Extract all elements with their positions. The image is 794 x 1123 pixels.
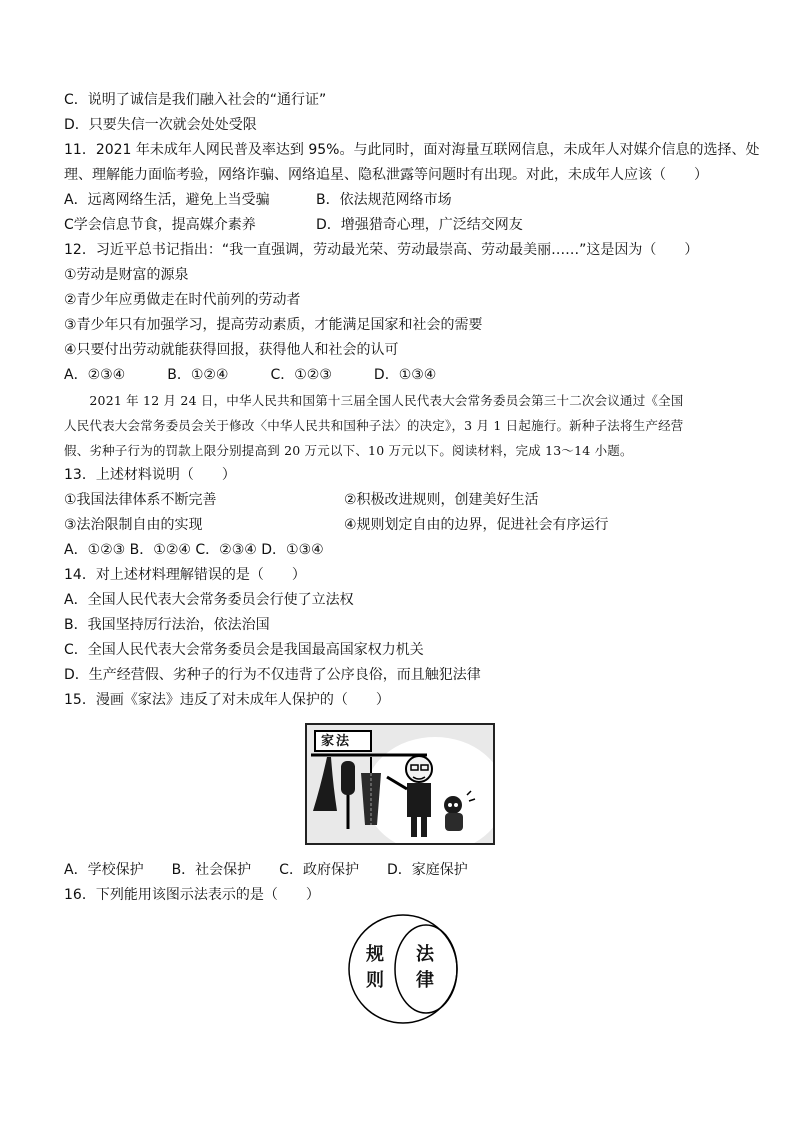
q11-option-b: B．依法规范网络市场 <box>316 192 452 208</box>
q13-stem: 13．上述材料说明（ ） <box>64 467 236 483</box>
q14-stem: 14．对上述材料理解错误的是（ ） <box>64 567 306 583</box>
q13-item-3: ③法治限制自由的实现 <box>64 517 203 533</box>
rules-law-diagram <box>340 912 466 1026</box>
q13-item-4: ④规则划定自由的边界，促进社会有序运行 <box>344 517 609 533</box>
material-line1: 2021 年 12 月 24 日，中华人民共和国第十三届全国人民代表大会常务委员会第三十二次会议通过《全国 <box>64 393 684 408</box>
q12-options: A．②③④ B．①②④ C．①②③ D．①③④ <box>64 367 437 383</box>
q11-stem-line1: 11．2021 年未成年人网民普及率达到 95%。与此同时，面对海量互联网信息，未成年人对媒介信息的选择、处 <box>64 142 760 158</box>
inner-label: 法律 <box>416 944 434 991</box>
q14-option-d: D．生产经营假、劣种子的行为不仅违背了公序良俗，而且触犯法律 <box>64 667 481 683</box>
q16-stem: 16．下列能用该图示法表示的是（ ） <box>64 887 320 903</box>
q13-options: A．①②③ B．①②④ C．②③④ D．①③④ <box>64 542 324 558</box>
q10-option-d: D．只要失信一次就会处处受限 <box>64 117 257 133</box>
outer-label: 规则 <box>366 944 384 991</box>
q12-item-1: ①劳动是财富的源泉 <box>64 267 189 283</box>
cartoon-sign-text: 家法 <box>321 734 352 749</box>
nested-circles-diagram <box>340 912 466 1026</box>
q12-item-3: ③青少年只有加强学习，提高劳动素质，才能满足国家和社会的需要 <box>64 317 483 333</box>
q14-option-b: B．我国坚持厉行法治，依法治国 <box>64 617 270 633</box>
material-line2: 人民代表大会常务委员会关于修改〈中华人民共和国种子法〉的决定》，3 月 1 日起施行。新种子法将生产经营 <box>64 418 684 433</box>
q11-option-d: D．增强猎奇心理，广泛结交网友 <box>316 217 523 233</box>
q15-options: A．学校保护 B．社会保护 C．政府保护 D．家庭保护 <box>64 862 468 878</box>
q10-option-c: C．说明了诚信是我们融入社会的“通行证” <box>64 92 327 108</box>
material-line3: 假、劣种子行为的罚款上限分别提高到 20 万元以下、10 万元以下。阅读材料，完成 13～14 小题。 <box>64 443 633 458</box>
q14-option-c: C．全国人民代表大会常务委员会是我国最高国家权力机关 <box>64 642 424 658</box>
q11-stem-line2: 理、理解能力面临考验，网络诈骗、网络追星、隐私泄露等问题时有出现。对此，未成年人应该（ ） <box>64 167 708 183</box>
family-law-cartoon <box>305 723 495 845</box>
q12-stem: 12．习近平总书记指出：“我一直强调，劳动最光荣、劳动最崇高、劳动最美丽……”这是因为（ ） <box>64 242 699 258</box>
q12-item-4: ④只要付出劳动就能获得回报，获得他人和社会的认可 <box>64 342 399 358</box>
q13-item-2: ②积极改进规则，创建美好生活 <box>344 492 539 508</box>
q11-option-a: A．远离网络生活，避免上当受骗 <box>64 192 270 208</box>
q14-option-a: A．全国人民代表大会常务委员会行使了立法权 <box>64 592 354 608</box>
q13-item-1: ①我国法律体系不断完善 <box>64 492 217 508</box>
q15-stem: 15．漫画《家法》违反了对未成年人保护的（ ） <box>64 692 390 708</box>
q12-item-2: ②青少年应勇做走在时代前列的劳动者 <box>64 292 301 308</box>
q11-option-c: C学会信息节食，提高媒介素养 <box>64 217 256 233</box>
